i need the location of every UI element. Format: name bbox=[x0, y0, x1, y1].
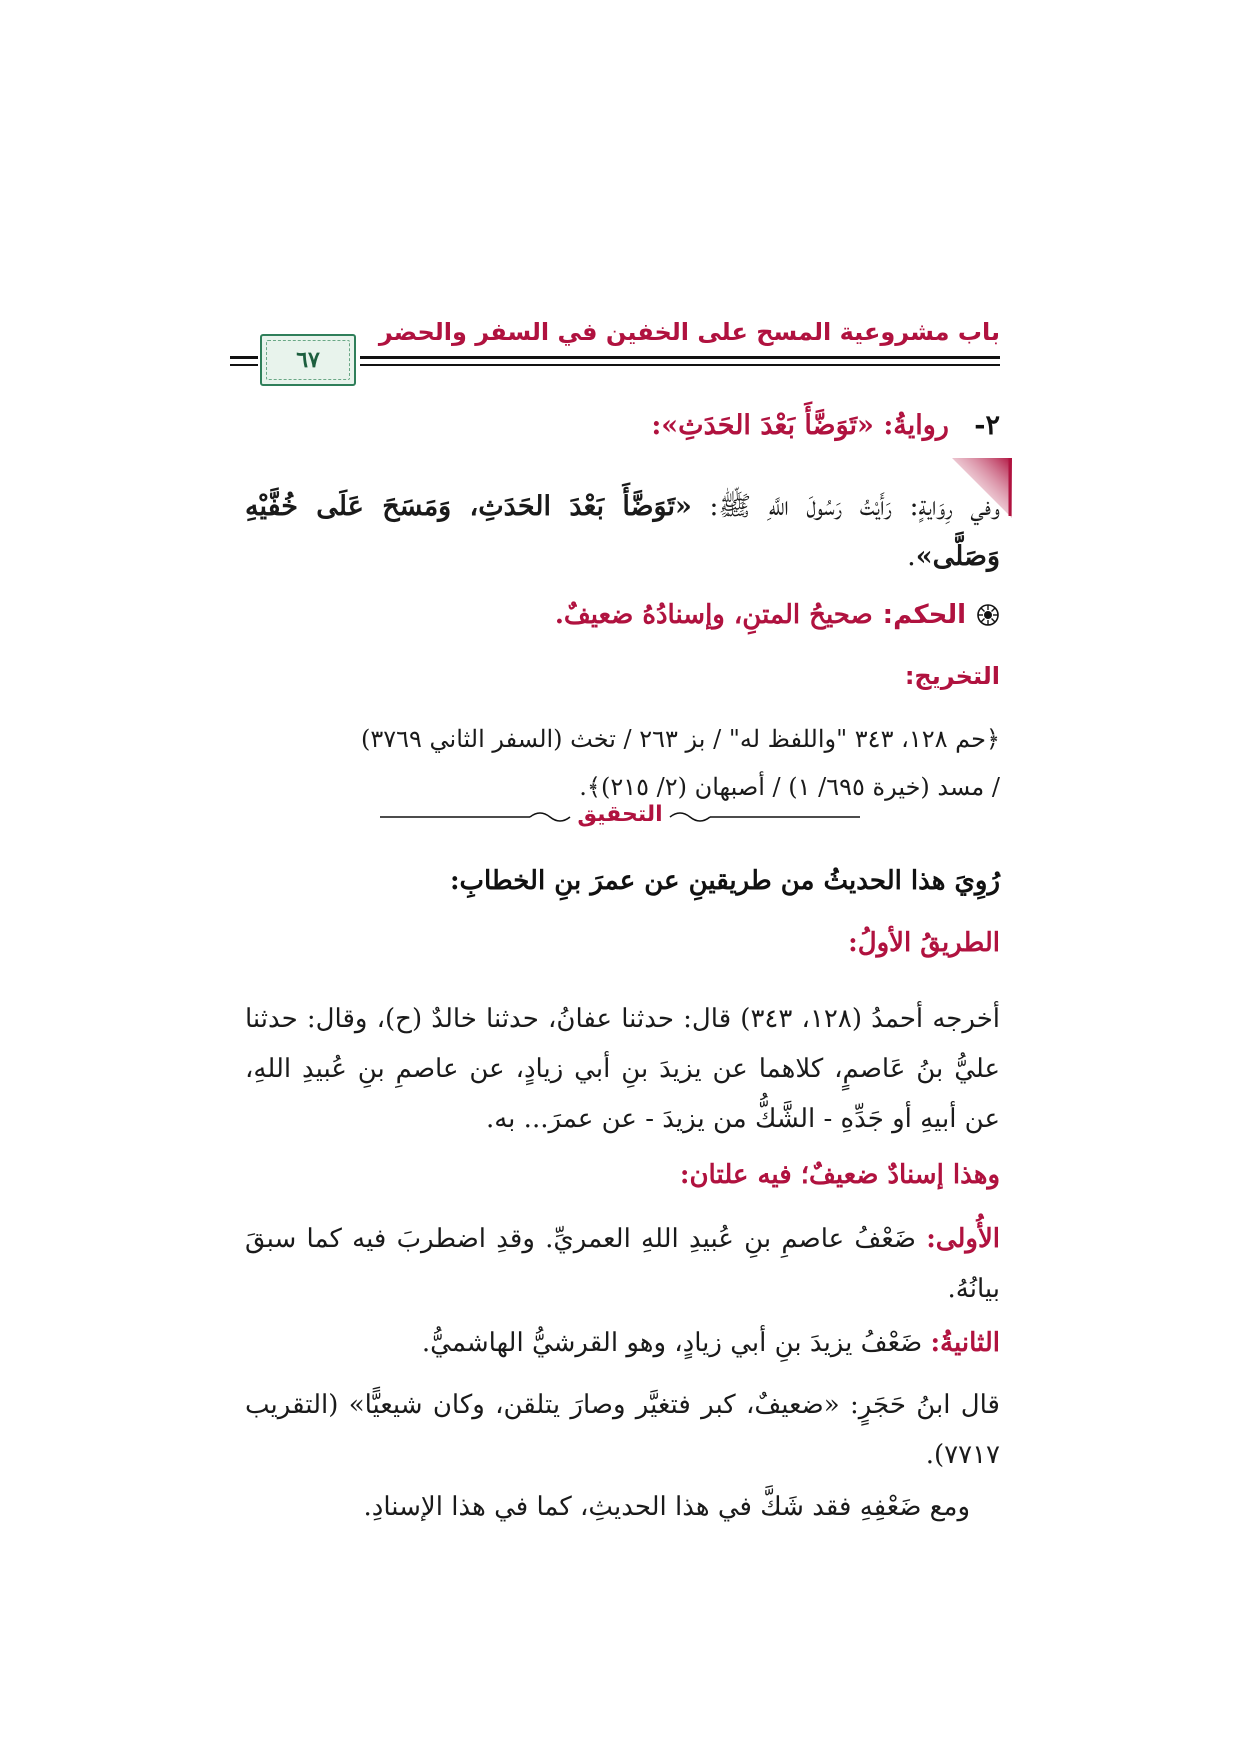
header-rule-left-top bbox=[230, 356, 258, 359]
section-title bbox=[651, 410, 1000, 441]
narration-quote: «تَوَضَّأَ بَعْدَ الحَدَثِ، وَمَسَحَ عَلَى خُفَّيْهِ وَصَلَّى» bbox=[245, 491, 1000, 572]
first-path-heading: الطريقُ الأولُ: bbox=[848, 928, 1000, 958]
header-rule-top bbox=[360, 356, 1000, 359]
closing-paragraph: ومع ضَعْفِهِ فقد شَكَّ في هذا الحديثِ، كما في هذا الإسنادِ. bbox=[363, 1492, 970, 1522]
running-header-title: باب مشروعية المسح على الخفين في السفر والحضر bbox=[378, 318, 1000, 346]
header-rule-left-bottom bbox=[230, 364, 258, 366]
first-defect-text: ضَعْفُ عاصمِ بنِ عُبيدِ اللهِ العمريِّ. وقدِ اضطربَ فيه كما سبقَ بيانُهُ. bbox=[245, 1224, 1000, 1304]
ruling-line bbox=[555, 600, 1000, 630]
section-title-text: روايةُ: «تَوَضَّأَ بَعْدَ الحَدَثِ»: bbox=[651, 410, 949, 441]
second-defect-paragraph bbox=[245, 1318, 1000, 1368]
rosette-icon bbox=[976, 603, 1000, 627]
ruling-label: الحكم: bbox=[882, 600, 966, 630]
section-number: ٢- bbox=[974, 410, 1000, 441]
ruling-text: صحيحُ المتنِ، وإسنادُهُ ضعيفٌ. bbox=[554, 600, 873, 630]
weak-chain-heading: وهذا إسنادٌ ضعيفٌ؛ فيه علتان: bbox=[679, 1160, 1000, 1190]
header-rule-bottom bbox=[360, 364, 1000, 366]
narration-paragraph bbox=[245, 482, 1000, 582]
narration-intro: وفي رِوَايةٍ: رَأَيْتُ رَسُولَ اللَّهِ ﷺ: bbox=[709, 491, 1000, 522]
divider-label: التحقيق bbox=[577, 802, 663, 827]
tahqiq-divider bbox=[380, 802, 860, 832]
ibn-hajar-paragraph: قال ابنُ حَجَرٍ: «ضعيفٌ، كبر فتغيَّر وصارَ يتلقن، وكان شيعيًّا» (التقريب ٧٧١٧). bbox=[245, 1390, 1000, 1470]
second-defect-text: ضَعْفُ يزيدَ بنِ أبي زيادٍ، وهو القرشيُّ الهاشميُّ. bbox=[421, 1328, 923, 1358]
first-defect-paragraph bbox=[245, 1214, 1000, 1314]
takhrij-heading: التخريج: bbox=[904, 662, 1000, 690]
page-number: ٦٧ bbox=[296, 347, 320, 373]
second-defect-label: الثانيةُ: bbox=[930, 1328, 1000, 1358]
narration-end: . bbox=[907, 541, 916, 572]
first-path-paragraph: أخرجه أحمدُ (١٢٨، ٣٤٣) قال: حدثنا عفانُ، حدثنا خالدٌ (ح)، وقال: حدثنا عليُّ بنُ عَاصمٍ، كلاهما عن يزيدَ بنِ أبي زيادٍ، عن عاصمِ بنِ عُبيدِ اللهِ، عن أبيهِ أو جَدِّهِ - الشَّكُّ من يزيدَ - عن عمرَ... به. bbox=[245, 1004, 1000, 1134]
takhrij-line-2: / مسد (خيرة ٦٩٥/ ١) / أصبهان (٢/ ٢١٥)﴾. bbox=[579, 773, 1000, 801]
tahqiq-intro: رُوِيَ هذا الحديثُ من طريقينِ عن عمرَ بنِ الخطابِ: bbox=[449, 866, 1000, 896]
takhrij-line-1: ﴿حم ١٢٨، ٣٤٣ "واللفظ له" / بز ٢٦٣ / تخث (السفر الثاني ٣٧٦٩) bbox=[360, 725, 1000, 753]
page-number-badge bbox=[260, 334, 356, 386]
first-defect-label: الأُولى: bbox=[926, 1224, 1001, 1254]
